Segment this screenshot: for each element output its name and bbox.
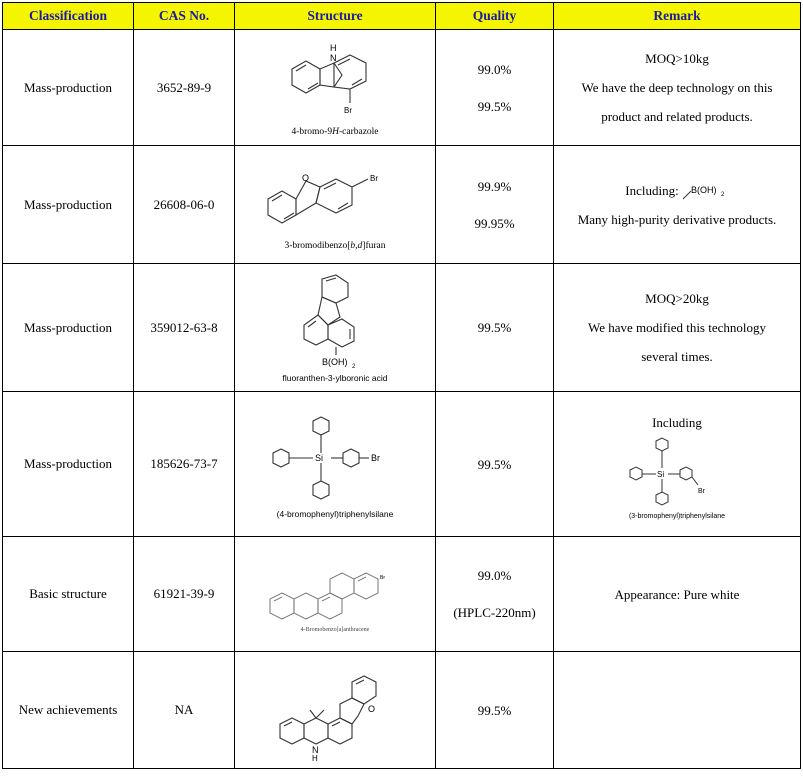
structure-name: 3-bromodibenzo[b,d]furan — [284, 240, 386, 251]
remark-line: MOQ>20kg — [645, 291, 709, 306]
quality-cell — [436, 146, 554, 264]
structure-name: 4-Bromobenzo[a]anthracene — [300, 627, 370, 633]
remark-line: product and related products. — [601, 109, 753, 124]
bromine-atom-label: Br — [698, 488, 705, 495]
quality-value: 99.5% — [477, 98, 512, 114]
classification-cell: Mass-production — [3, 146, 134, 264]
quality-cell — [436, 537, 554, 652]
classification-cell: Mass-production — [3, 30, 134, 146]
header-quality: Quality — [436, 3, 554, 30]
remark-line: We have the deep technology on this — [581, 80, 773, 95]
nh-atom-label: H — [330, 42, 337, 53]
bromine-atom-label: Br — [344, 105, 352, 115]
nitrogen-atom-label: N — [312, 745, 319, 755]
structure-cell — [235, 652, 436, 769]
dimethylacridine-benzofuran-structure-image — [270, 658, 400, 762]
dibenzofuran-structure-image — [250, 159, 420, 241]
quality-cell — [436, 30, 554, 146]
remark-cell — [554, 146, 801, 264]
classification-cell: Mass-production — [3, 264, 134, 392]
remark-line: MOQ>10kg — [645, 51, 709, 66]
table-row — [3, 392, 801, 537]
structure-name: (4-bromophenyl)triphenylsilane — [276, 509, 394, 519]
bromine-atom-label: Br — [370, 173, 378, 183]
remark-line: several times. — [641, 349, 713, 364]
remark-cell — [554, 537, 801, 652]
header-remark: Remark — [554, 3, 801, 30]
remark-title: Including — [652, 415, 702, 430]
structure-cell — [235, 392, 436, 537]
header-cas: CAS No. — [134, 3, 235, 30]
structure-name: fluoranthen-3-ylboronic acid — [282, 372, 388, 383]
bromine-atom-label: Br — [380, 575, 385, 581]
cas-cell: NA — [134, 652, 235, 769]
structure-name: 4-bromo-9H-carbazole — [291, 126, 379, 137]
table-row — [3, 652, 801, 769]
quality-cell — [436, 264, 554, 392]
quality-cell — [436, 392, 554, 537]
nh-atom-label: H — [312, 754, 318, 762]
remark-cell — [554, 652, 801, 769]
remark-cell — [554, 264, 801, 392]
carbazole-structure-image — [270, 39, 400, 127]
nitrogen-atom-label: N — [330, 52, 337, 63]
cas-cell: 185626-73-7 — [134, 392, 235, 537]
boronic-acid-image — [681, 183, 729, 205]
quality-cell — [436, 652, 554, 769]
silicon-atom-label: Si — [315, 453, 324, 463]
quality-value: 99.0% — [477, 568, 512, 583]
quality-value: (HPLC-220nm) — [453, 605, 536, 620]
table-row — [3, 146, 801, 264]
structure-cell — [235, 146, 436, 264]
product-table — [2, 2, 801, 769]
classification-cell: Mass-production — [3, 392, 134, 537]
structure-cell — [235, 537, 436, 652]
oxygen-atom-label: O — [368, 704, 376, 714]
quality-value: 99.95% — [474, 215, 515, 231]
classification-cell: New achievements — [3, 652, 134, 769]
header-classification: Classification — [3, 3, 134, 30]
remark-including-label: Including: — [625, 182, 679, 198]
quality-value: 99.9% — [477, 178, 512, 194]
cas-cell: 3652-89-9 — [134, 30, 235, 146]
quality-value: 99.5% — [477, 320, 512, 335]
quality-value: 99.5% — [477, 456, 512, 472]
silicon-atom-label: Si — [657, 470, 665, 479]
quality-value: 99.0% — [477, 61, 512, 77]
tetraphenylsilane-structure-image — [265, 409, 405, 509]
meta-bromophenylsilane-image — [622, 437, 732, 513]
boronic-group-subscript: 2 — [352, 363, 356, 370]
remark-cell — [554, 30, 801, 146]
remark-line: Many high-purity derivative products. — [577, 211, 777, 227]
boronic-group-label: B(OH) — [322, 356, 348, 367]
table-row — [3, 264, 801, 392]
structure-cell — [235, 264, 436, 392]
table-row — [3, 537, 801, 652]
boronic-group-subscript: 2 — [720, 191, 725, 198]
header-row — [3, 3, 801, 30]
classification-cell: Basic structure — [3, 537, 134, 652]
benzanthracene-structure-image — [260, 555, 410, 627]
quality-value: 99.5% — [477, 702, 512, 718]
remark-line: Appearance: Pure white — [614, 586, 740, 602]
boronic-group-label: B(OH) — [690, 184, 717, 195]
cas-cell: 359012-63-8 — [134, 264, 235, 392]
oxygen-atom-label: O — [302, 172, 310, 183]
table-row — [3, 30, 801, 146]
header-structure: Structure — [235, 3, 436, 30]
remark-including — [554, 176, 800, 205]
cas-cell: 61921-39-9 — [134, 537, 235, 652]
cas-cell: 26608-06-0 — [134, 146, 235, 264]
remark-cell — [554, 392, 801, 537]
bromine-atom-label: Br — [371, 453, 380, 463]
fluoranthene-structure-image — [280, 273, 390, 373]
remark-structure-name: (3-bromophenyl)triphenylsilane — [628, 513, 726, 520]
structure-cell — [235, 30, 436, 146]
remark-line: We have modified this technology — [587, 320, 767, 335]
